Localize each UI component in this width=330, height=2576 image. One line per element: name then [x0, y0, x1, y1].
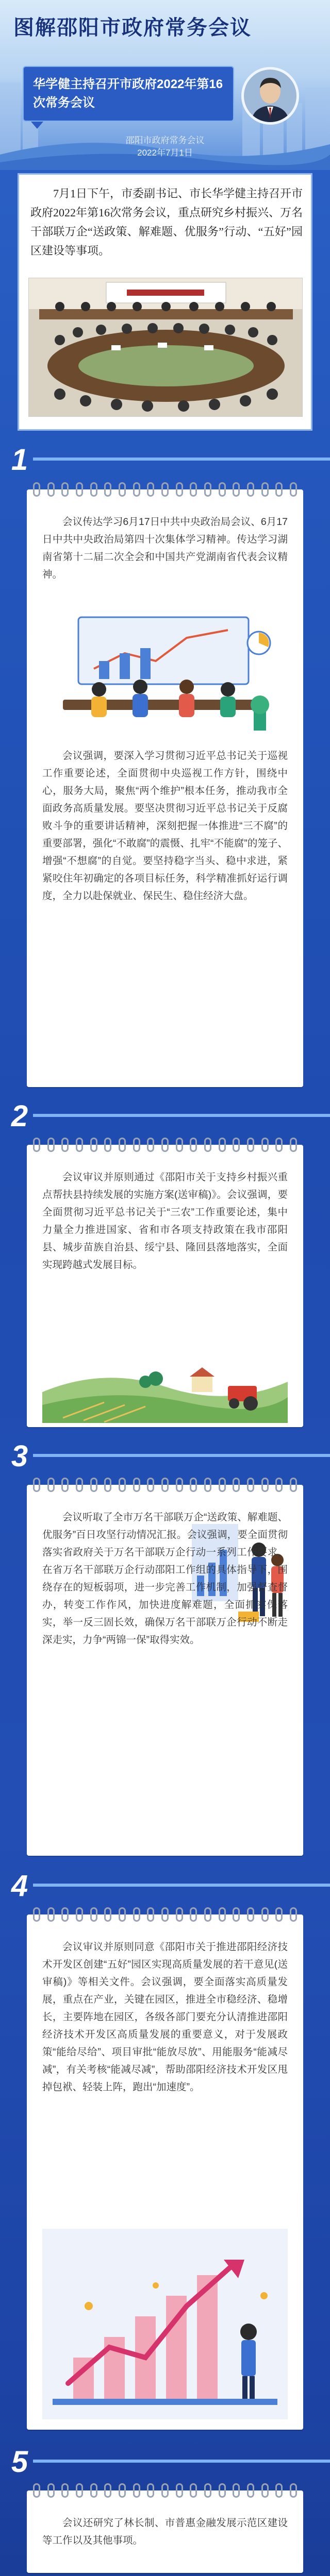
- binder-ring: [233, 1478, 240, 1492]
- section-1-marker: [0, 444, 330, 477]
- binder-ring: [204, 1138, 211, 1152]
- binder-ring: [147, 1907, 154, 1922]
- section-2-card: [27, 1145, 303, 1427]
- binder-ring: [233, 1907, 240, 1922]
- binder-ring: [119, 1478, 126, 1492]
- binder-ring: [161, 1478, 169, 1492]
- binder-ring: [61, 482, 69, 497]
- binder-ring: [176, 1907, 183, 1922]
- binder-ring: [76, 2483, 83, 2498]
- binder-ring: [161, 1907, 169, 1922]
- section-3-paragraph-1: 会议听取了全市万名干部联万企“送政策、解难题、优服务”百日攻坚行动情况汇报。会议强调，要全面贯彻落实省政府关于万名干部联万企行动一系列工作要求，在省万名干部联万企行动邵阳工作组的具体指导下，围绕存在的短板弱项，进一步完善工作机制，加强督查督办，转变工作作风，加快进度解难题，全面抓实保落实，举一反三固长效，确保万名干部联万企行动不断走深走实，力争“两锦一保”取得实效。: [42, 1512, 288, 1646]
- binder-ring: [204, 482, 211, 497]
- binder-ring: [104, 1478, 111, 1492]
- binder-ring: [275, 482, 283, 497]
- binder-ring: [275, 1907, 283, 1922]
- binder-ring: [219, 1478, 226, 1492]
- binder-ring: [147, 1478, 154, 1492]
- binder-ring: [104, 2483, 111, 2498]
- meeting-source: 邵阳市政府常务会议: [125, 135, 205, 145]
- binder-ring: [275, 1478, 283, 1492]
- binder-ring: [119, 1138, 126, 1152]
- section-2-paragraph-1: 会议审议并原则通过《邵阳市关于支持乡村振兴重点帮扶县持续发展的实施方案(送审稿)》。会议强调，要全面贯彻习近平总书记关于“三农”工作重要论述，集中力量全力推进国家、省和市各项支持政策在我市邵阳县、城步苗族自治县、绥宁县、隆回县落地落实，全面实现跨越式发展目标。: [42, 1172, 288, 1270]
- intro-text: 7月1日下午，市委副书记、市长华学健主持召开市政府2022年第16次常务会议，重点研究乡村振兴、万名干部联万企“送政策、解难题、优服务”行动、“五好”园区建设等事项。: [30, 187, 303, 257]
- section-4-card: [27, 1914, 303, 2430]
- binder-ring: [219, 482, 226, 497]
- binder-ring: [247, 1138, 254, 1152]
- meeting-photo: [28, 278, 303, 417]
- binder-ring: [275, 2483, 283, 2498]
- binder-ring: [119, 482, 126, 497]
- binder-ring: [133, 1138, 140, 1152]
- binder-ring: [233, 482, 240, 497]
- binder-ring: [261, 2483, 269, 2498]
- binder-ring: [176, 1138, 183, 1152]
- binder-ring: [219, 2483, 226, 2498]
- binder-ring: [261, 1478, 269, 1492]
- binder-ring: [33, 2483, 40, 2498]
- section-1-card: [27, 489, 303, 1087]
- binder-ring: [147, 482, 154, 497]
- binder-rings: [33, 1478, 297, 1492]
- binder-ring: [104, 482, 111, 497]
- binder-ring: [233, 2483, 240, 2498]
- binder-ring: [161, 482, 169, 497]
- binder-ring: [190, 482, 197, 497]
- binder-ring: [133, 1907, 140, 1922]
- binder-ring: [176, 482, 183, 497]
- binder-ring: [190, 2483, 197, 2498]
- binder-ring: [290, 482, 297, 497]
- team-meeting-illustration: [42, 602, 288, 737]
- binder-rings: [33, 1138, 297, 1152]
- section-number: 2: [11, 1099, 28, 1133]
- binder-ring: [176, 2483, 183, 2498]
- binder-ring: [247, 1478, 254, 1492]
- section-5-marker: [0, 2446, 330, 2479]
- headline-box: [23, 66, 234, 122]
- binder-ring: [47, 482, 55, 497]
- binder-ring: [247, 2483, 254, 2498]
- binder-ring: [290, 1907, 297, 1922]
- binder-ring: [76, 482, 83, 497]
- binder-ring: [290, 2483, 297, 2498]
- binder-ring: [204, 1478, 211, 1492]
- binder-ring: [33, 482, 40, 497]
- binder-ring: [119, 2483, 126, 2498]
- binder-ring: [76, 1907, 83, 1922]
- binder-ring: [133, 482, 140, 497]
- farmland-illustration: [42, 1346, 288, 1423]
- binder-ring: [47, 2483, 55, 2498]
- binder-ring: [161, 1138, 169, 1152]
- binder-ring: [47, 1907, 55, 1922]
- headline-tail: [31, 122, 43, 129]
- section-divider: [33, 1114, 330, 1117]
- section-divider: [33, 457, 330, 461]
- binder-ring: [61, 1138, 69, 1152]
- binder-rings: [33, 482, 297, 497]
- section-5-paragraph-1: 会议还研究了林长制、市普惠金融发展示范区建设等工作以及其他事项。: [42, 2517, 288, 2546]
- binder-ring: [204, 1907, 211, 1922]
- official-portrait: [241, 67, 299, 125]
- binder-ring: [190, 1478, 197, 1492]
- section-divider: [33, 1454, 330, 1457]
- section-3-card: [27, 1485, 303, 1856]
- binder-ring: [90, 2483, 97, 2498]
- binder-ring: [104, 1907, 111, 1922]
- section-number: 3: [11, 1439, 28, 1473]
- binder-ring: [147, 1138, 154, 1152]
- headline: 华学健主持召开市政府2022年第16次常务会议: [33, 77, 223, 110]
- binder-ring: [90, 1907, 97, 1922]
- binder-ring: [76, 1478, 83, 1492]
- binder-rings: [33, 2483, 297, 2498]
- section-1-paragraph-2: 会议强调，要深入学习贯彻习近平总书记关于巡视工作重要论述，全面贯彻中央巡视工作方针，围绕中心，服务大局，聚焦“两个维护”根本任务，推动我市全面政务高质量发展。要坚决贯彻习近平总书记关于反腐败斗争的重要讲话精神，深刻把握一体推进“三不腐”的重要部署，强化“不敢腐”的震慑、扎牢“不能腐”的笼子、增强“不想腐”的自觉。要坚持稳字当头、稳中求进，紧紧咬住年初确定的各项目标任务，科学精准抓好运行调度，全力以赴保就业、保民生、稳住经济大盘。: [42, 750, 288, 902]
- binder-ring: [261, 1138, 269, 1152]
- binder-ring: [204, 2483, 211, 2498]
- binder-ring: [133, 2483, 140, 2498]
- binder-ring: [33, 1907, 40, 1922]
- binder-ring: [104, 1138, 111, 1152]
- section-divider: [33, 1884, 330, 1887]
- section-number: 5: [11, 2445, 28, 2479]
- binder-ring: [219, 1138, 226, 1152]
- binder-ring: [290, 1138, 297, 1152]
- section-number: 4: [11, 1869, 28, 1903]
- header-banner: [0, 0, 330, 170]
- section-4-marker: [0, 1870, 330, 1903]
- binder-ring: [275, 1138, 283, 1152]
- binder-ring: [261, 1907, 269, 1922]
- section-divider: [33, 2460, 330, 2463]
- binder-ring: [90, 1478, 97, 1492]
- section-3-marker: [0, 1440, 330, 1473]
- binder-ring: [247, 1907, 254, 1922]
- binder-ring: [247, 482, 254, 497]
- page-title: 图解邵阳市政府常务会议: [13, 16, 252, 39]
- binder-ring: [61, 1478, 69, 1492]
- binder-ring: [61, 1907, 69, 1922]
- binder-ring: [90, 1138, 97, 1152]
- binder-ring: [119, 1907, 126, 1922]
- intro-card: [18, 173, 312, 431]
- binder-ring: [190, 1138, 197, 1152]
- binder-ring: [261, 482, 269, 497]
- binder-ring: [176, 1478, 183, 1492]
- section-2-marker: [0, 1100, 330, 1133]
- binder-ring: [61, 2483, 69, 2498]
- binder-ring: [76, 1138, 83, 1152]
- binder-ring: [233, 1138, 240, 1152]
- binder-ring: [33, 1138, 40, 1152]
- binder-ring: [190, 1907, 197, 1922]
- section-5-card: [27, 2490, 303, 2573]
- binder-ring: [290, 1478, 297, 1492]
- binder-ring: [161, 2483, 169, 2498]
- binder-ring: [133, 1478, 140, 1492]
- binder-ring: [147, 2483, 154, 2498]
- growth-chart-illustration: [42, 2229, 288, 2419]
- section-1-paragraph-1: 会议传达学习6月17日中共中央政治局会议、6月17日中共中央政治局第四十次集体学习精神。传达学习湖南省第十二届二次全会和中国共产党湖南省代表会议精神。: [42, 516, 288, 580]
- binder-ring: [47, 1138, 55, 1152]
- binder-rings: [33, 1907, 297, 1922]
- section-4-paragraph-1: 会议审议并原则同意《邵阳市关于推进邵阳经济技术开发区创建“五好”园区实现高质量发展的若干意见(送审稿)》等相关文件。会议强调，要全面落实高质量发展，重点在产业，关键在园区，推进全市稳经济、稳增长，主要阵地在园区，各级各部门要充分认清推进邵阳经济技术开发区高质量发展的重要意义，对于发展政策“能给尽给”、项目审批“能放尽放”、用能服务“能减尽减”，有关考核“能减尽减”，帮助邵阳经济技术开发区甩掉包袱、轻装上阵，跑出“加速度”。: [42, 1941, 288, 2093]
- binder-ring: [90, 482, 97, 497]
- binder-ring: [47, 1478, 55, 1492]
- binder-ring: [33, 1478, 40, 1492]
- binder-ring: [219, 1907, 226, 1922]
- section-number: 1: [11, 443, 28, 477]
- meeting-date: 2022年7月1日: [137, 148, 193, 158]
